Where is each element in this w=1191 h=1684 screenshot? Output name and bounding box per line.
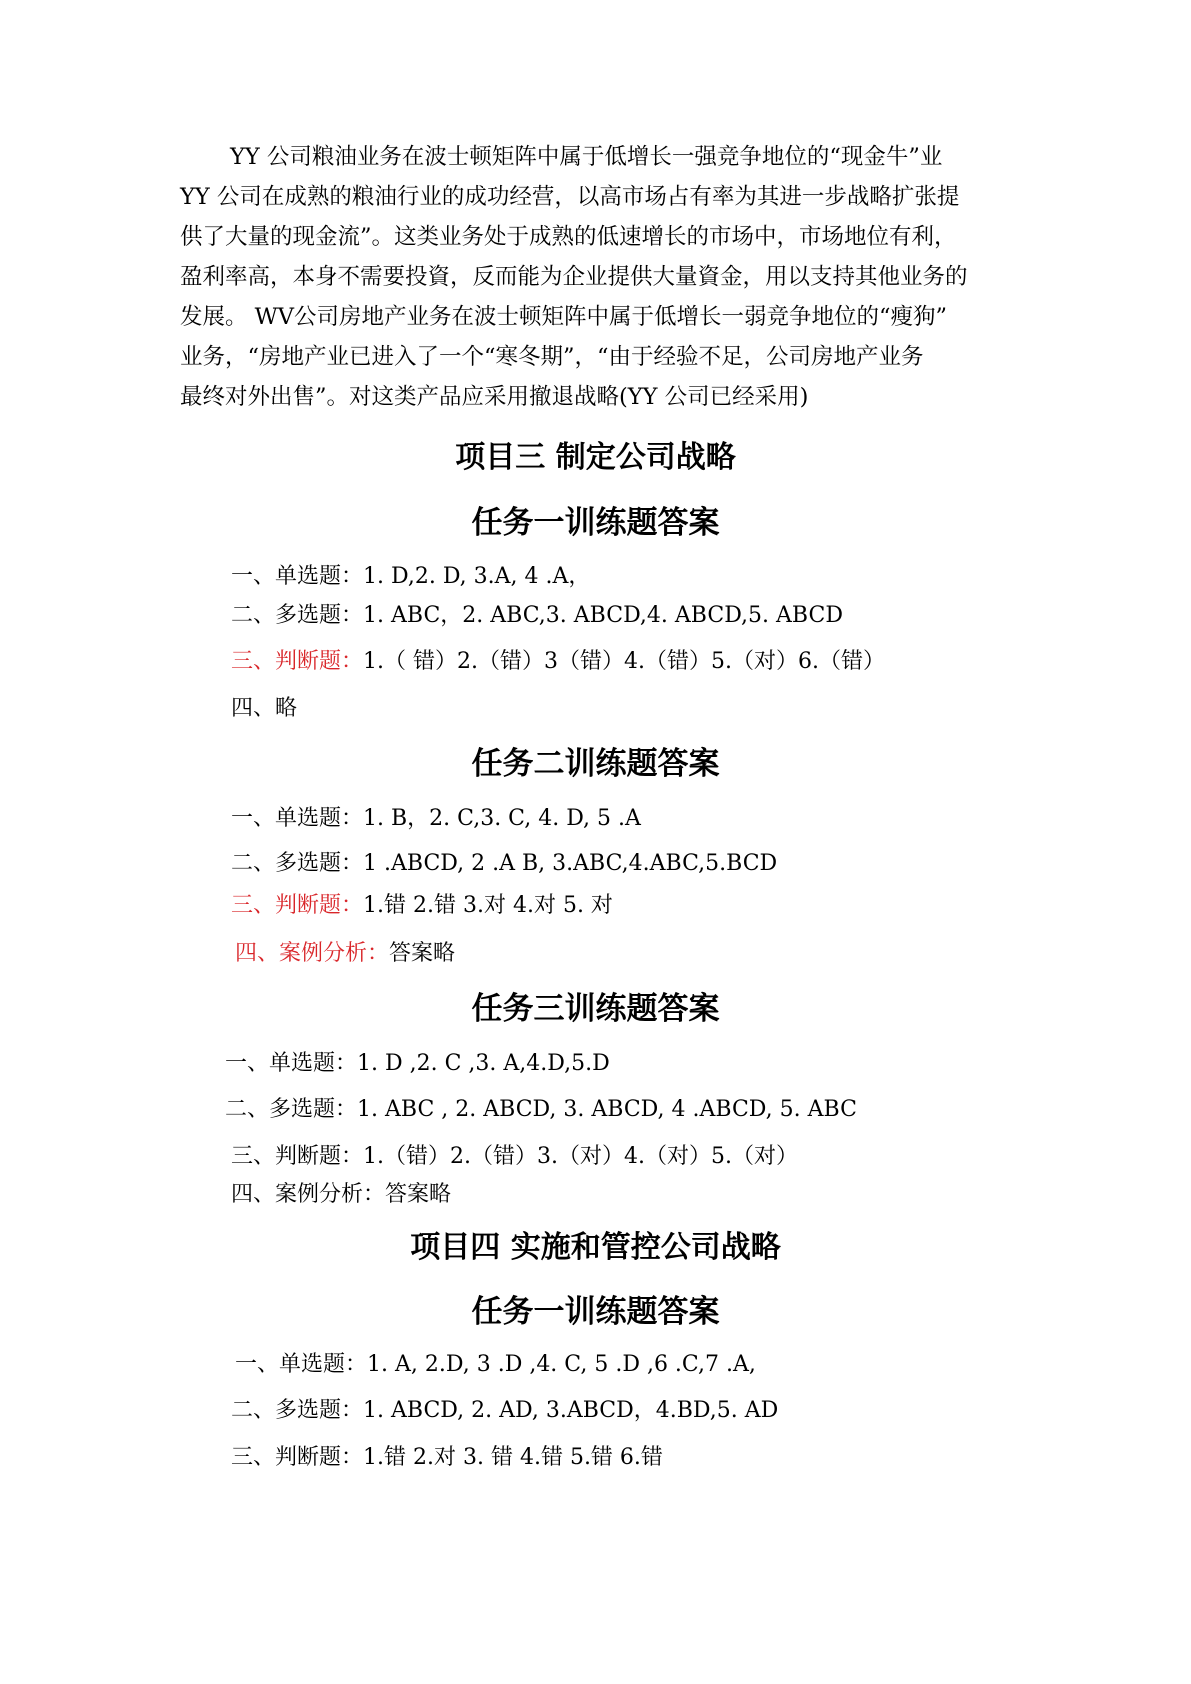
answer-text: 1.错 2.对 3. 错 4.错 5.错 6.错 [363,1445,663,1470]
question-label: 一、单选题： [231,564,364,589]
answer-text: 1.错 2.错 3.对 4.对 5. 对 [363,893,613,918]
answer-text: 1. ABC，2. ABC,3. ABCD,4. ABCD,5. ABCD [363,603,843,628]
answer-text: 1. ABC , 2. ABCD, 3. ABCD, 4 .ABCD, 5. ABC [357,1097,857,1122]
project3-task3-title: 任务三训练题答案 [471,991,720,1027]
p3t2-multi-choice [231,849,777,879]
question-label: 四、略 [231,696,298,721]
answer-text: 1.（错）2.（错）3.（对）4.（对）5.（对） [363,1144,798,1169]
project3-task1-title: 任务一训练题答案 [471,505,720,541]
project4-task1-title: 任务一训练题答案 [471,1294,720,1330]
intro-line: 发展。 WV公司房地产业务在波士顿矩阵中属于低增长一弱竞争地位的“瘦狗” [180,304,948,330]
p4t1-true-false [231,1443,663,1473]
question-label: 二、多选题： [231,603,364,628]
intro-line: 供了大量的现金流”。这类业务处于成熟的低速增长的市场中，市场地位有利， [180,224,957,250]
p4t1-single-choice [235,1350,756,1380]
question-label: 二、多选题： [225,1097,358,1122]
p3t3-case-analysis [231,1180,451,1210]
question-label: 三、判断题： [231,1445,364,1470]
answer-text: 1. D ,2. C ,3. A,4.D,5.D [357,1051,610,1076]
project3-task2-title: 任务二训练题答案 [471,746,720,782]
answer-text: 1. A, 2.D, 3 .D ,4. C, 5 .D ,6 .C,7 .A, [367,1352,756,1377]
answer-text: 答案略 [385,1182,452,1207]
p3t3-true-false [231,1142,798,1172]
p3t1-true-false [231,647,885,677]
question-label: 四、案例分析： [231,1182,386,1207]
question-label: 二、多选题： [231,1398,364,1423]
question-label: 三、判断题： [231,649,364,674]
question-label: 三、判断题： [231,1144,364,1169]
question-label: 二、多选题： [231,851,364,876]
intro-line: 最终对外出售”。对这类产品应采用撤退战略(YY 公司已经采用) [180,384,809,410]
intro-line: 业务，“房地产业已进入了一个“寒冬期”，“由于经验不足，公司房地产业务 [180,344,924,370]
intro-line: YY 公司在成熟的粮油行业的成功经营，以高市场占有率为其进一步战略扩张提 [180,184,960,210]
answer-text: 1. D,2. D, 3.A, 4 .A， [363,564,591,589]
p3t3-multi-choice [225,1095,857,1125]
intro-line: YY 公司粮油业务在波士顿矩阵中属于低增长一强竞争地位的“现金牛”业 [230,144,943,170]
question-label: 三、判断题： [231,893,364,918]
p3t2-case-analysis [235,939,455,969]
intro-line: 盈利率高，本身不需要投資，反而能为企业提供大量資金，用以支持其他业务的 [180,264,968,290]
project3-title: 项目三 制定公司战略 [455,440,736,475]
p3t2-single-choice [231,804,641,834]
p3t1-omitted [231,694,297,724]
answer-text: 1 .ABCD, 2 .A B, 3.ABC,4.ABC,5.BCD [363,851,778,876]
intro-paragraph [180,137,1015,417]
p3t2-true-false [231,891,613,921]
answer-text: 1. B，2. C,3. C, 4. D, 5 .A [363,806,641,831]
p3t1-single-choice [231,562,590,592]
question-label: 四、案例分析： [235,941,390,966]
answer-text: 1.（ 错）2.（错）3（错）4.（错）5.（对）6.（错） [363,649,885,674]
project4-title: 项目四 实施和管控公司战略 [410,1230,781,1265]
p4t1-multi-choice [231,1396,778,1426]
answer-text: 答案略 [389,941,456,966]
answer-text: 1. ABCD, 2. AD, 3.ABCD，4.BD,5. AD [363,1398,779,1423]
question-label: 一、单选题： [225,1051,358,1076]
question-label: 一、单选题： [235,1352,368,1377]
p3t1-multi-choice [231,601,843,631]
p3t3-single-choice [225,1049,610,1079]
question-label: 一、单选题： [231,806,364,831]
